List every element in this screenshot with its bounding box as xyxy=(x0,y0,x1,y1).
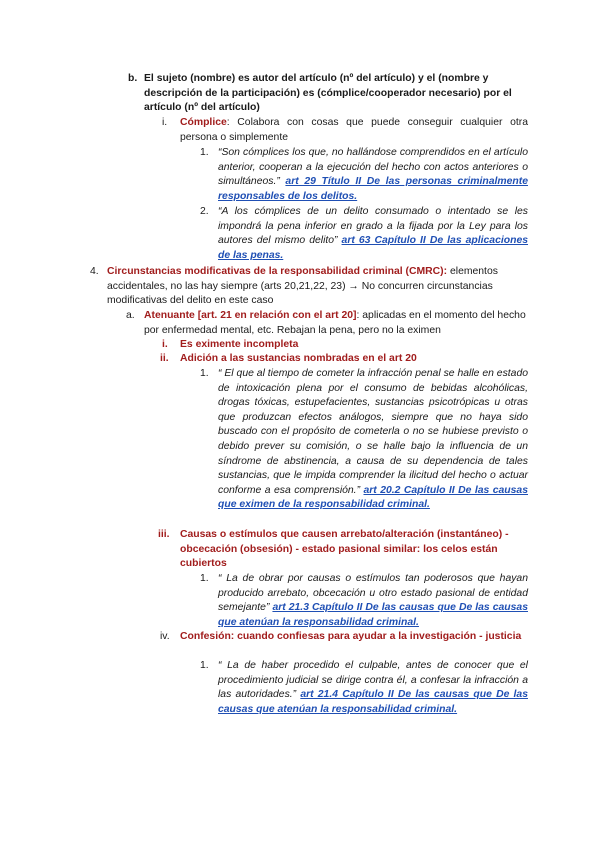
complice-paragraph xyxy=(180,116,528,145)
cmrc-text: elementos accidentales, no las hay siempre (arts 20,21,22, 23) → No concurren circunstancias modificativas del delito en este caso xyxy=(107,266,498,307)
atenuante-text: : aplicadas en el momento del hecho por enfermedad mental, etc. Rebajan la pena, pero no la eximen xyxy=(144,310,526,336)
list-marker: a. xyxy=(126,310,135,321)
item-b-text: El sujeto (nombre) es autor del artículo (nº del artículo) y el (nombre y descripción de la participación) es (cómplice/cooperador necesario) por el artículo (nº del artículo) xyxy=(144,73,512,114)
atenuante-heading: Atenuante [art. 21 en relación con el art 20] xyxy=(144,310,357,321)
quote-art-21-4 xyxy=(218,659,528,717)
quote-text: “A los cómplices de un delito consumado o intentado se les impondrá la pena inferior en grado a la fijada por la Ley para los autores del mismo delito” xyxy=(218,206,528,247)
quote-art-29 xyxy=(218,146,528,204)
sub-ii-text: Adición a las sustancias nombradas en el art 20 xyxy=(180,353,417,364)
law-link-art-29[interactable]: art 29 Título II De las personas criminalmente responsables de los delitos. xyxy=(218,176,528,202)
cmrc-heading: Circunstancias modificativas de la responsabilidad criminal (CMRC): xyxy=(107,266,448,277)
law-link-art-21-3[interactable]: art 21.3 Capítulo II De las causas que De las causas que atenúan la responsabilidad criminal. xyxy=(218,602,528,628)
complice-term: Cómplice xyxy=(180,117,227,128)
item-4-paragraph xyxy=(107,265,528,309)
sub-i-text: Es eximente incompleta xyxy=(180,339,299,350)
atenuante-paragraph xyxy=(144,309,528,338)
quote-text: “ La de haber procedido el culpable, antes de conocer que el procedimiento judicial se dirige contra él, a confesar la infracción a las autoridades.” xyxy=(218,660,528,701)
law-link-art-20-2[interactable]: art 20.2 Capítulo II De las causas que eximen de la responsabilidad criminal. xyxy=(218,484,528,511)
quote-text: “ La de obrar por causas o estímulos tan poderosos que hayan producido arrebato, obcecación u otro estado pasional de entidad semejante” xyxy=(218,573,528,614)
list-marker: 1. xyxy=(200,573,209,584)
sub-iii-text: Causas o estímulos que causen arrebato/alteración (instantáneo) -obcecación (obsesión) - estado pasional similar: los celos están cubiertos xyxy=(180,529,509,570)
list-marker: 1. xyxy=(200,147,209,158)
list-marker: iv. xyxy=(160,631,170,642)
quote-text: “Son cómplices los que, no hallándose comprendidos en el artículo anterior, cooperan a la ejecución del hecho con actos anteriores o simultáneos.” xyxy=(218,147,528,188)
list-marker: i. xyxy=(162,117,168,128)
list-marker: ii. xyxy=(160,353,169,364)
quote-art-63 xyxy=(218,205,528,263)
list-marker: b. xyxy=(128,73,138,84)
list-marker: i. xyxy=(162,339,168,350)
law-link-art-21-4[interactable]: art 21.4 Capítulo II De las causas que De las causas que atenúan la responsabilidad criminal. xyxy=(218,689,528,715)
list-marker: 4. xyxy=(90,266,99,277)
quote-art-20-2 xyxy=(218,367,528,513)
list-marker: 1. xyxy=(200,660,209,671)
sub-iv-text: Confesión: cuando confiesas para ayudar a la investigación - justicia xyxy=(180,631,522,642)
quote-text: “ El que al tiempo de cometer la infracción penal se halle en estado de intoxicación plena por el consumo de bebidas alcohólicas, drogas tóxicas, estupefacientes, sustancias psicotrópicas u otras que produzcan efectos análogos, siempre que no haya sido buscado con el propósito de cometerla o no se hubiese previsto o debido prever su comisión, o se halle bajo la influencia de un síndrome de abstinencia, a causa de su dependencia de tales sustancias, que le impida comprender la ilicitud del hecho o actuar conforme a esa comprensión.” xyxy=(218,368,528,496)
list-marker: 1. xyxy=(200,368,209,379)
list-marker: 2. xyxy=(200,206,209,217)
complice-desc: : Colabora con cosas que puede conseguir cualquier otra persona o simplemente xyxy=(180,117,528,143)
list-marker: iii. xyxy=(158,529,170,540)
quote-art-21-3 xyxy=(218,572,528,630)
law-link-art-63[interactable]: art 63 Capítulo II De las aplicaciones de las penas. xyxy=(218,235,529,261)
